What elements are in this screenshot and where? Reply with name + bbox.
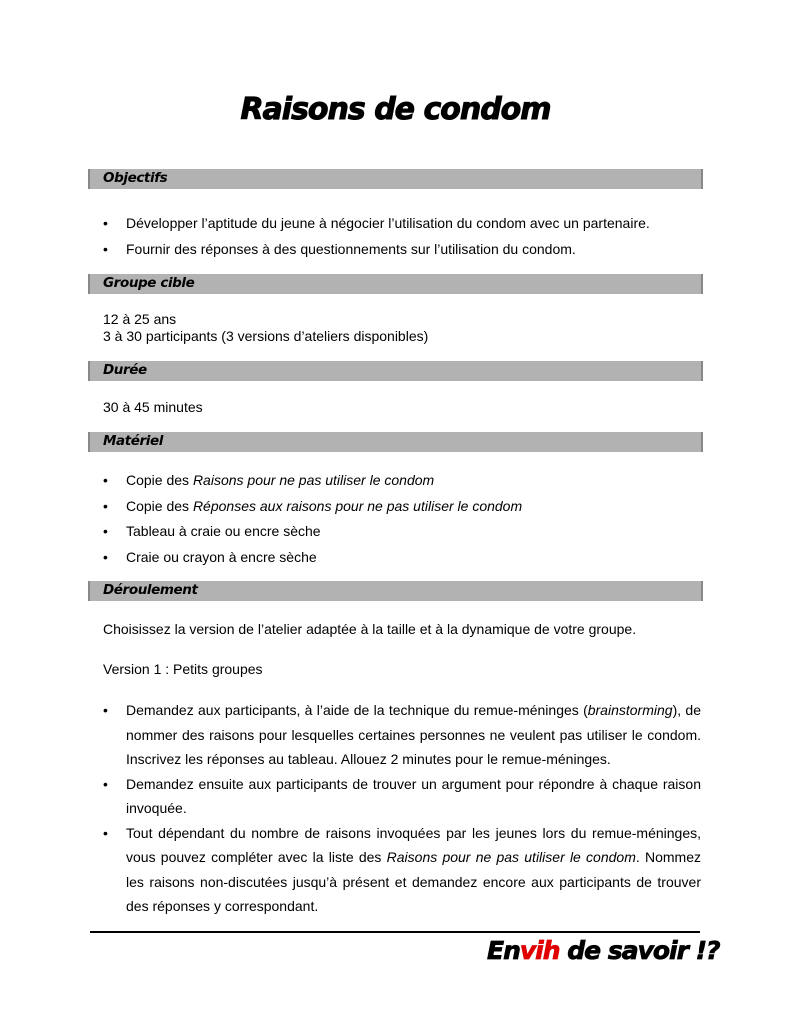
section-heading: Déroulement [103, 582, 198, 598]
section-header-groupe-cible [88, 274, 703, 294]
brand-accent: vih [519, 936, 560, 965]
list-item: • Copie des Réponses aux raisons pour ne pas utiliser le condom [103, 497, 701, 515]
list-item: • Craie ou crayon à encre sèche [103, 548, 701, 566]
section-heading: Objectifs [103, 170, 168, 186]
section-heading: Groupe cible [103, 275, 195, 291]
deroulement-intro: Choisissez la version de l’atelier adaptée à la taille et à la dynamique de votre groupe. [103, 621, 637, 637]
objectifs-list [103, 214, 701, 265]
groupe-participants: 3 à 30 participants (3 versions d’ateliers disponibles) [103, 328, 429, 344]
deroulement-list [103, 698, 701, 919]
list-item: • Demandez aux participants, à l’aide de la technique du remue-méninges (brainstorming), de nommer des raisons pour lesquelles certaines personnes ne veulent pas utiliser le condom. Inscrivez les réponses au tableau. Allouez 2 minutes pour le remue-méninges. [103, 698, 701, 772]
section-header-objectifs [88, 169, 703, 189]
section-heading: Durée [103, 362, 147, 378]
groupe-age: 12 à 25 ans [103, 311, 177, 327]
list-item: • Copie des Raisons pour ne pas utiliser le condom [103, 471, 701, 489]
section-header-materiel [88, 432, 703, 452]
duree-value: 30 à 45 minutes [103, 399, 203, 415]
list-item: • Fournir des réponses à des questionnements sur l’utilisation du condom. [103, 240, 701, 258]
footer-divider [90, 931, 700, 933]
materiel-list [103, 471, 701, 573]
section-header-deroulement [88, 581, 703, 601]
section-header-duree [88, 361, 703, 381]
list-item: • Tout dépendant du nombre de raisons invoquées par les jeunes lors du remue-méninges, vous pouvez compléter avec la liste des Raisons pour ne pas utiliser le condom. Nommez les raisons non-discutées jusqu’à présent et demandez encore aux participants de trouver des réponses y correspondant. [103, 821, 701, 919]
list-item: • Tableau à craie ou encre sèche [103, 522, 701, 540]
section-heading: Matériel [103, 433, 164, 449]
list-item: • Développer l’aptitude du jeune à négocier l’utilisation du condom avec un partenaire. [103, 214, 701, 232]
footer-brand: Envih de savoir !? [487, 936, 720, 965]
page-title: Raisons de condom [240, 92, 551, 127]
list-item: • Demandez ensuite aux participants de trouver un argument pour répondre à chaque raison invoquée. [103, 772, 701, 821]
deroulement-version: Version 1 : Petits groupes [103, 661, 263, 677]
